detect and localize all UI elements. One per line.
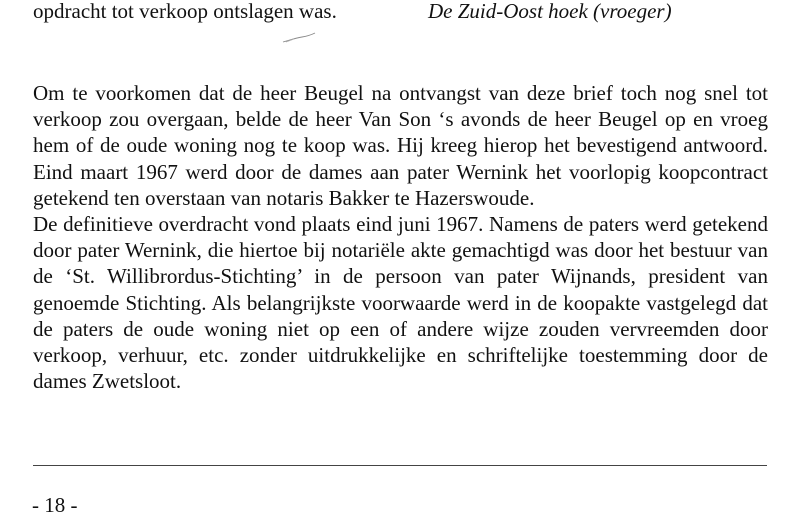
paragraph-final-transfer: De definitieve overdracht vond plaats eind juni 1967. Namens de paters werd getekend door pater Wernink, die hiertoe bij notariële akte gemachtigd was door het bestuur van de ‘St. Willibrordus-Stichting’ in de persoon van pater Wijnands, president van genoemde Stichting. Als belangrijkste voorwaarde werd in de koopakte vastgelegd dat de paters de oude woning niet op een of andere wijze zouden vervreemden door verkoop, verhuur, etc. zonder uitdrukkelijke en schriftelijke toestemming door de dames Zwetsloot. [33, 212, 768, 394]
pen-mark-scribble [282, 32, 316, 44]
photo-caption: De Zuid-Oost hoek (vroeger) [428, 0, 672, 23]
page-number: - 18 - [32, 493, 78, 517]
body-text [33, 80, 768, 394]
paragraph-purchase-contract: Om te voorkomen dat de heer Beugel na ontvangst van deze brief toch nog snel tot verkoop zou overgaan, belde de heer Van Son ‘s avonds de heer Beugel op en vroeg hem of de oude woning nog te koop was. Hij kreeg hierop het bevestigend antwoord. Eind maart 1967 werd door de dames aan pater Wernink het voorlopig koopcontract getekend ten overstaan van notaris Bakker te Hazerswoude. [33, 81, 768, 210]
footer-divider [33, 465, 767, 466]
continued-text-line: opdracht tot verkoop ontslagen was. [33, 0, 337, 23]
